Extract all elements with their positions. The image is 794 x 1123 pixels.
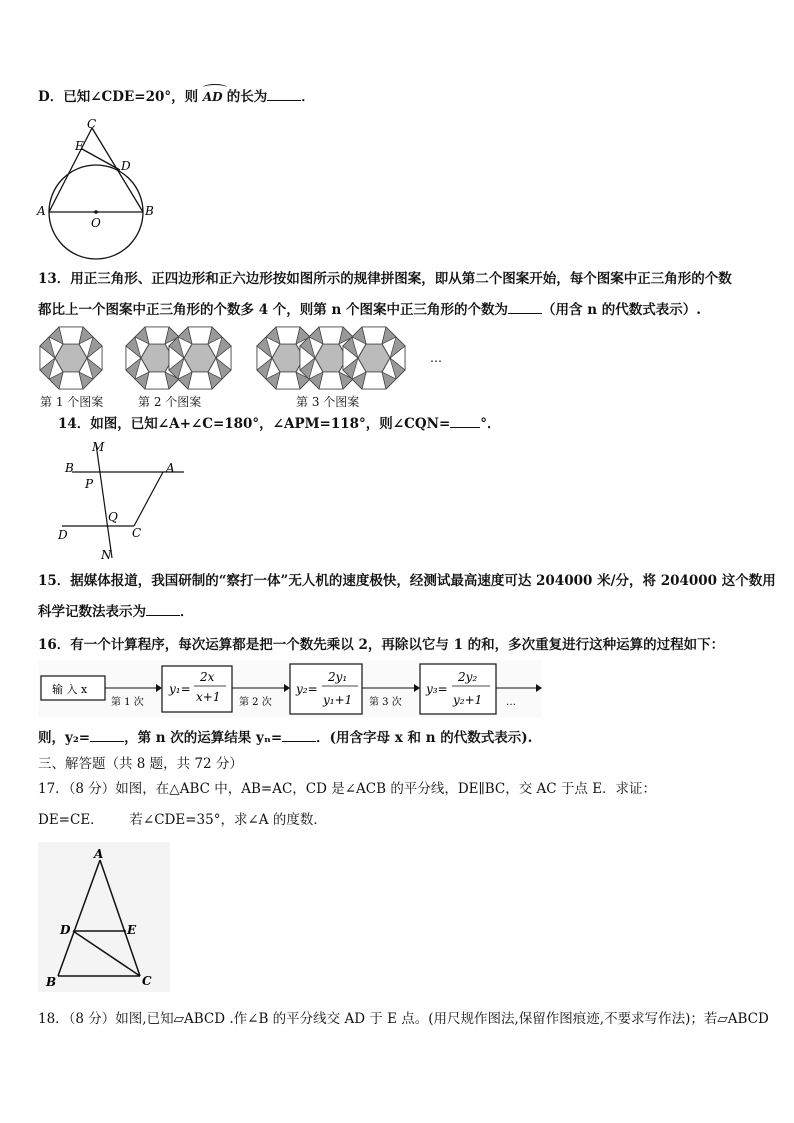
q12-label-A: A bbox=[37, 204, 46, 218]
pattern2-tile-2 bbox=[169, 327, 231, 389]
svg-text:y₁+1: y₁+1 bbox=[323, 693, 353, 707]
svg-text:y₃=: y₃= bbox=[426, 682, 448, 696]
q13-figure bbox=[38, 326, 442, 392]
q13-line2: 都比上一个图案中正三角形的个数多 4 个，则第 n 个图案中正三角形的个数为 （用含 n 的代数式表示）. bbox=[38, 302, 701, 318]
q17-figure bbox=[38, 842, 170, 992]
q16-blank-1[interactable] bbox=[90, 729, 124, 742]
q17-label-D: D bbox=[60, 923, 71, 937]
step2-label: 第 2 次 bbox=[239, 697, 272, 708]
q12-label-D: D bbox=[121, 159, 131, 173]
q14-label-B: B bbox=[65, 461, 74, 475]
q14-label-P: P bbox=[85, 477, 94, 491]
q13-caption-1: 第 1 个图案 bbox=[40, 395, 104, 409]
svg-text:y₂=: y₂= bbox=[296, 682, 318, 696]
q17-label-C: C bbox=[142, 974, 152, 988]
q12-label-O: O bbox=[91, 216, 101, 230]
svg-text:x+1: x+1 bbox=[196, 690, 221, 704]
svg-text:y₂+1: y₂+1 bbox=[453, 693, 483, 707]
q17-label-E: E bbox=[127, 923, 137, 937]
q17-line1: 17．（8 分）如图，在△ABC 中，AB=AC，CD 是∠ACB 的平分线，DE∥BC，交 AC 于点 E．求证： bbox=[38, 781, 657, 797]
q15-line1: 15．据媒体报道，我国研制的“察打一体”无人机的速度极快，经测试最高速度可达 204000 米/分，将 204000 这个数用 bbox=[38, 573, 776, 589]
input-label: 输 入 x bbox=[52, 683, 88, 696]
svg-text:2x: 2x bbox=[200, 670, 215, 684]
svg-text:2y₁: 2y₁ bbox=[328, 670, 348, 684]
q13-caption-2: 第 2 个图案 bbox=[138, 395, 202, 409]
q14-label-M: M bbox=[92, 440, 105, 454]
q12-text bbox=[38, 88, 315, 106]
q13-line1: 13．用正三角形、正四边形和正六边形按如图所示的规律拼图案，即从第二个图案开始，每个图案中正三角形的个数 bbox=[38, 271, 732, 287]
q16-answer: 则，y₂= ，第 n 次的运算结果 yₙ= ．(用含字母 x 和 n 的代数式表示). bbox=[38, 730, 533, 746]
q12-label: D．已知∠CDE=20°，则 bbox=[38, 89, 199, 105]
q17-label-B: B bbox=[46, 975, 57, 989]
pattern1-tile bbox=[40, 327, 102, 389]
step1-label: 第 1 次 bbox=[111, 697, 144, 708]
q13-blank[interactable] bbox=[508, 301, 542, 314]
q14-blank[interactable] bbox=[450, 415, 480, 428]
section-heading: 三、解答题（共 8 题，共 72 分） bbox=[38, 756, 243, 772]
q13-ellipsis: … bbox=[430, 351, 442, 365]
q16-blank-2[interactable] bbox=[282, 729, 316, 742]
q12-tail: 的长为 bbox=[226, 89, 268, 105]
q17-line2: DE=CE． 若∠CDE=35°，求∠A 的度数． bbox=[38, 812, 327, 828]
q12-label-B: B bbox=[145, 204, 154, 218]
q15-line2: 科学记数法表示为 ． bbox=[38, 604, 194, 620]
pattern3-tile-3 bbox=[343, 327, 405, 389]
q16-flowchart bbox=[38, 660, 542, 718]
q16-line1: 16．有一个计算程序，每次运算都是把一个数先乘以 2，再除以它与 1 的和，多次重复进行这种运算的过程如下： bbox=[38, 637, 725, 653]
svg-text:2y₂: 2y₂ bbox=[458, 670, 478, 684]
q17-label-A: A bbox=[94, 847, 104, 861]
flow-dots: … bbox=[506, 697, 516, 708]
q14-label-A: A bbox=[166, 461, 175, 475]
svg-text:y₁=: y₁= bbox=[169, 682, 191, 696]
q14-label-N: N bbox=[101, 548, 112, 562]
q14-text: 14．如图，已知∠A+∠C=180°，∠APM=118°，则∠CQN= °． bbox=[58, 416, 501, 432]
q18-line1: 18．（8 分）如图,已知▱ABCD .作∠B 的平分线交 AD 于 E 点。(用尺规作图法,保留作图痕迹,不要求写作法)；若▱ABCD bbox=[38, 1011, 769, 1027]
q13-caption-3: 第 3 个图案 bbox=[296, 395, 360, 409]
q14-label-C: C bbox=[132, 526, 142, 540]
q12-label-C: C bbox=[87, 117, 97, 131]
q15-blank[interactable] bbox=[146, 603, 180, 616]
q12-arc: AD bbox=[203, 90, 227, 104]
step3-label: 第 3 次 bbox=[369, 697, 402, 708]
q12-figure bbox=[34, 116, 160, 262]
q12-blank[interactable] bbox=[267, 88, 301, 101]
q14-label-Q: Q bbox=[108, 510, 118, 524]
q12-end: ． bbox=[301, 89, 315, 105]
q12-label-E: E bbox=[75, 139, 84, 153]
arc-mark-icon bbox=[203, 84, 227, 91]
q14-figure bbox=[52, 438, 192, 562]
q14-label-D: D bbox=[58, 528, 68, 542]
